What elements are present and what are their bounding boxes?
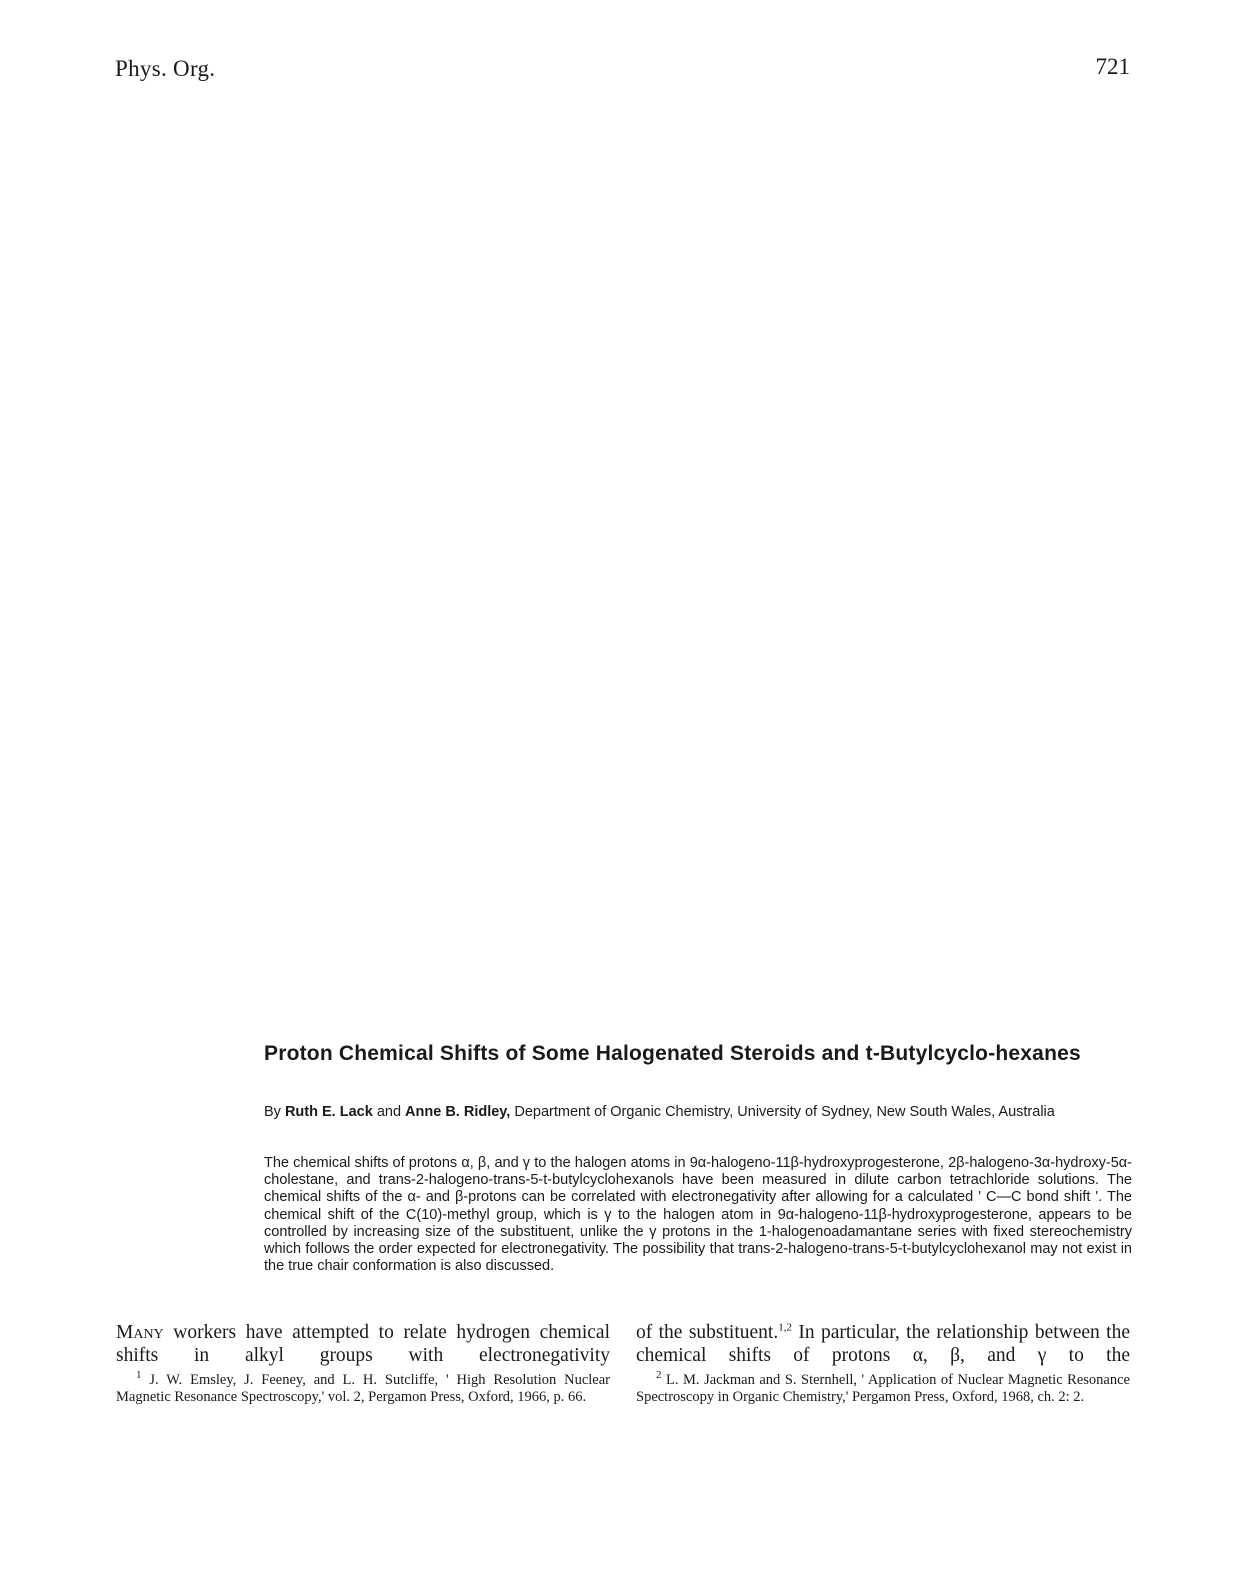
byline: [264, 1103, 1175, 1121]
page-number: 721: [1095, 54, 1130, 79]
body-text-right-end: In particular, the relationship between the chemical shifts of protons α, β, and γ to the: [636, 1322, 1130, 1366]
reference-marker: 1,2: [778, 1321, 792, 1334]
body-text-left: workers have attempted to relate hydrogen chemical shifts in alkyl groups with electronegativity: [116, 1322, 610, 1366]
author-2: Anne B. Ridley,: [405, 1104, 511, 1120]
right-column: [636, 1321, 1130, 1405]
footnote-2: [636, 1369, 1130, 1405]
article-title: Proton Chemical Shifts of Some Halogenated Steroids and t-Butylcyclo-hexanes: [264, 1042, 1081, 1065]
abstract: The chemical shifts of protons α, β, and γ to the halogen atoms in 9α-halogeno-11β-hydroxyprogesterone, 2β-halogeno-3α-hydroxy-5α-cholestane, and trans-2-halogeno-trans-5-t-butylcyclohexanols have been measured in dilute carbon tetrachloride solutions. The chemical shifts of the α- and β-protons can be correlated with electronegativity after allowing for a calculated ' C—C bond shift '. The chemical shift of the C(10)-methyl group, which is γ to the halogen atom in 9α-halogeno-11β-hydroxyprogesterone, appears to be controlled by increasing size of the substituent, unlike the γ protons in the 1-halogenoadamantane series with fixed stereochemistry which follows the order expected for electronegativity. The possibility that trans-2-halogeno-trans-5-t-butylcyclohexanol may not exist in the true chair conformation is also discussed.: [264, 1155, 1132, 1275]
footnote-marker: 1: [136, 1369, 142, 1382]
footnote-1: [116, 1369, 610, 1405]
byline-and: and: [376, 1104, 402, 1120]
footnote-marker: 2: [656, 1369, 662, 1382]
author-1: Ruth E. Lack: [284, 1104, 373, 1120]
body-paragraph-left: [116, 1321, 610, 1367]
affiliation: Department of Organic Chemistry, University of Sydney, New South Wales, Australia: [514, 1104, 1055, 1120]
journal-name: Phys. Org.: [115, 56, 216, 81]
footnote-text: J. W. Emsley, J. Feeney, and L. H. Sutcliffe, ' High Resolution Nuclear Magnetic Resonance Spectroscopy,' vol. 2, Pergamon Press, Oxford, 1966, p. 66.: [116, 1372, 610, 1405]
left-column: [116, 1321, 610, 1405]
body-paragraph-right: [636, 1321, 1130, 1367]
footnote-text: L. M. Jackman and S. Sternhell, ' Application of Nuclear Magnetic Resonance Spectroscopy in Organic Chemistry,' Pergamon Press, Oxford, 1968, ch. 2: 2.: [636, 1372, 1130, 1405]
lead-word: Many: [116, 1322, 164, 1343]
byline-prefix: By: [264, 1104, 281, 1120]
body-text-right-start: of the substituent.: [636, 1322, 779, 1343]
